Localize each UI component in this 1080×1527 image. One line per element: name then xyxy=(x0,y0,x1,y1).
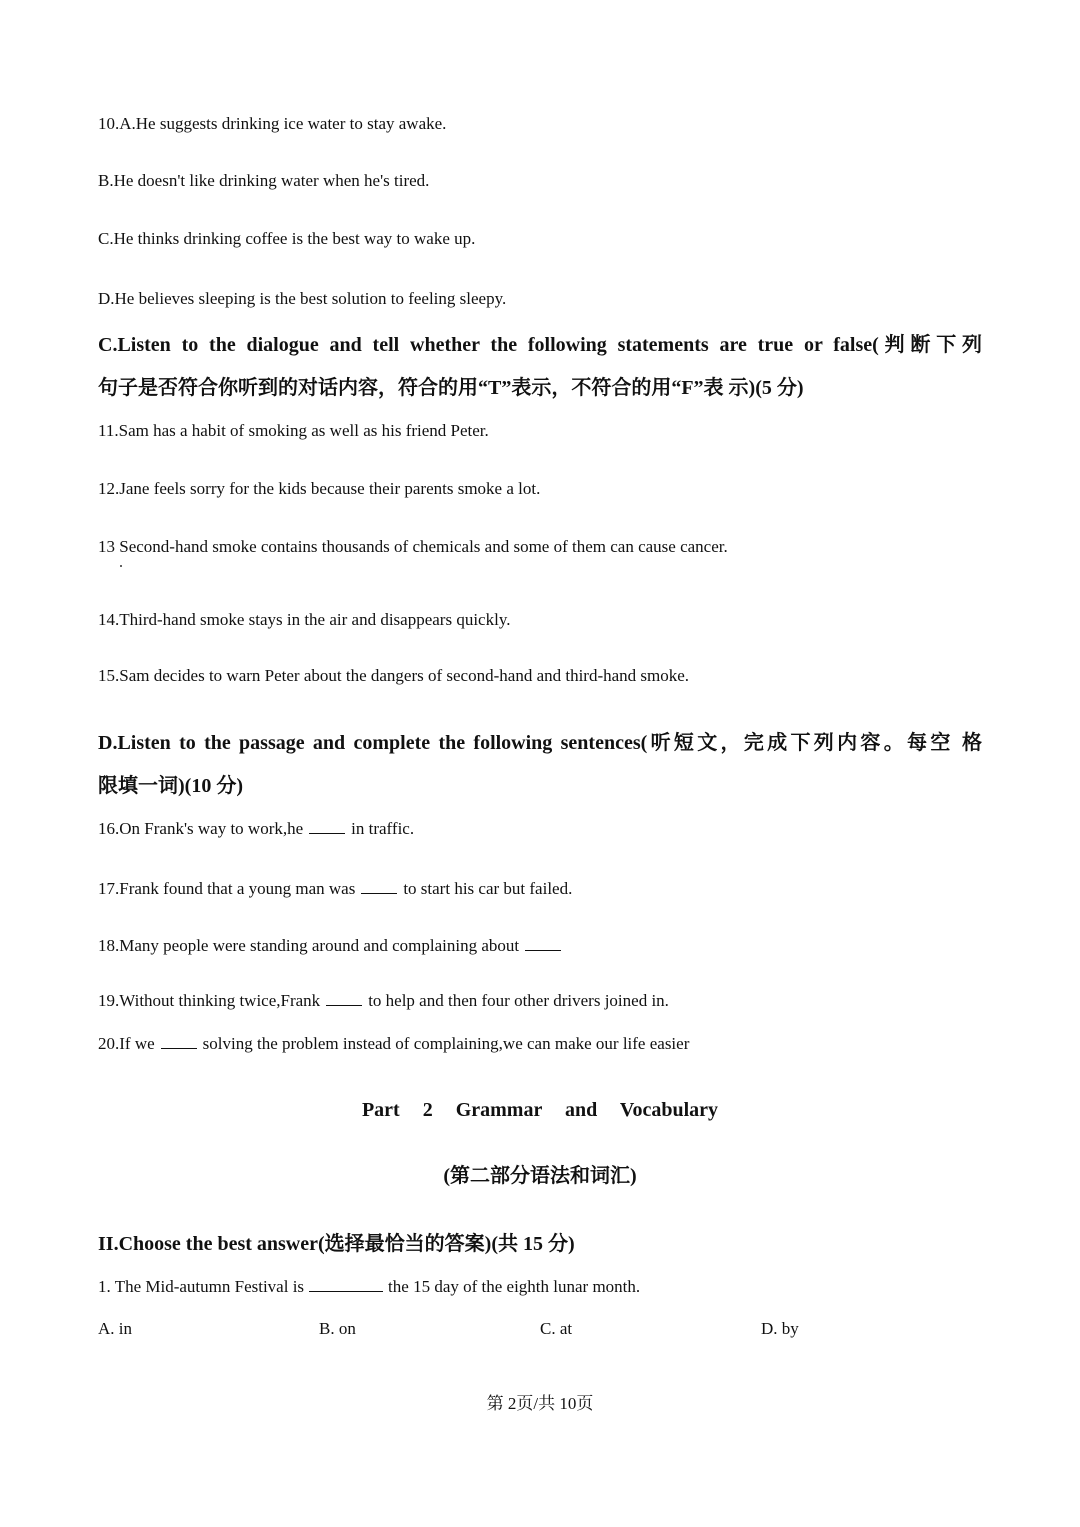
sentence-16 xyxy=(98,818,414,840)
q10-option-c: C.He thinks drinking coffee is the best way to wake up. xyxy=(98,229,476,248)
grammar-q1-option-c[interactable]: C. at xyxy=(540,1319,573,1338)
sentence-19-before: 19.Without thinking twice,Frank xyxy=(98,991,321,1010)
q10-option-d: D.He believes sleeping is the best solution to feeling sleepy. xyxy=(98,289,507,308)
grammar-q1-option-b[interactable]: B. on xyxy=(319,1319,356,1338)
grammar-q1-option-d[interactable]: D. by xyxy=(761,1319,799,1338)
section-c-heading-line2: 句子是否符合你听到的对话内容，符合的用“T”表示，不符合的用“F”表 示)(5 分) xyxy=(98,377,804,399)
sentence-17-after: to start his car but failed. xyxy=(403,879,573,898)
part2-subtitle: (第二部分语法和词汇) xyxy=(443,1165,637,1187)
page-number: 第 2页/共 10页 xyxy=(486,1394,594,1413)
section-d-heading-line1: D.Listen to the passage and complete the following sentences(听短文，完成下列内容。每空 格 xyxy=(98,732,982,754)
section-ii-heading: II.Choose the best answer(选择最恰当的答案)(共 15 分) xyxy=(98,1233,575,1255)
sentence-17-before: 17.Frank found that a young man was xyxy=(98,879,356,898)
statement-13: 13 Second-hand smoke contains thousands of chemicals and some of them can cause cancer. xyxy=(98,537,728,556)
grammar-question-1-before: 1. The Mid-autumn Festival is xyxy=(98,1277,305,1296)
statement-14: 14.Third-hand smoke stays in the air and disappears quickly. xyxy=(98,610,511,629)
sentence-16-before: 16.On Frank's way to work,he xyxy=(98,819,304,838)
sentence-20-after: solving the problem instead of complaining,we can make our life easier xyxy=(202,1034,690,1053)
q10-option-b: B.He doesn't like drinking water when he's tired. xyxy=(98,171,430,190)
statement-11: 11.Sam has a habit of smoking as well as his friend Peter. xyxy=(98,421,489,440)
answer-blank-17[interactable] xyxy=(361,879,397,894)
grammar-q1-option-a[interactable]: A. in xyxy=(98,1319,132,1338)
stray-dot xyxy=(120,565,122,567)
sentence-16-after: in traffic. xyxy=(351,819,415,838)
sentence-19-after: to help and then four other drivers joined in. xyxy=(368,991,669,1010)
q10-option-a: 10.A.He suggests drinking ice water to stay awake. xyxy=(98,114,447,133)
answer-blank-19[interactable] xyxy=(326,991,362,1006)
section-d-heading-line2: 限填一词)(10 分) xyxy=(98,775,243,797)
answer-blank-g1[interactable] xyxy=(309,1277,383,1292)
grammar-question-1-after: the 15 day of the eighth lunar month. xyxy=(388,1277,641,1296)
answer-blank-16[interactable] xyxy=(309,819,345,834)
sentence-20-before: 20.If we xyxy=(98,1034,155,1053)
part2-title: Part 2 Grammar and Vocabulary xyxy=(361,1099,719,1121)
sentence-18 xyxy=(98,935,567,957)
answer-blank-18[interactable] xyxy=(525,936,561,951)
sentence-17 xyxy=(98,878,572,900)
sentence-18-before: 18.Many people were standing around and complaining about xyxy=(98,936,520,955)
sentence-20 xyxy=(98,1033,689,1055)
section-c-heading-line1: C.Listen to the dialogue and tell whether the following statements are true or false(判断下列 xyxy=(98,334,982,356)
sentence-19 xyxy=(98,990,669,1012)
statement-12: 12.Jane feels sorry for the kids because their parents smoke a lot. xyxy=(98,479,541,498)
grammar-question-1 xyxy=(98,1276,640,1298)
answer-blank-20[interactable] xyxy=(161,1034,197,1049)
statement-15: 15.Sam decides to warn Peter about the dangers of second-hand and third-hand smoke. xyxy=(98,666,690,685)
